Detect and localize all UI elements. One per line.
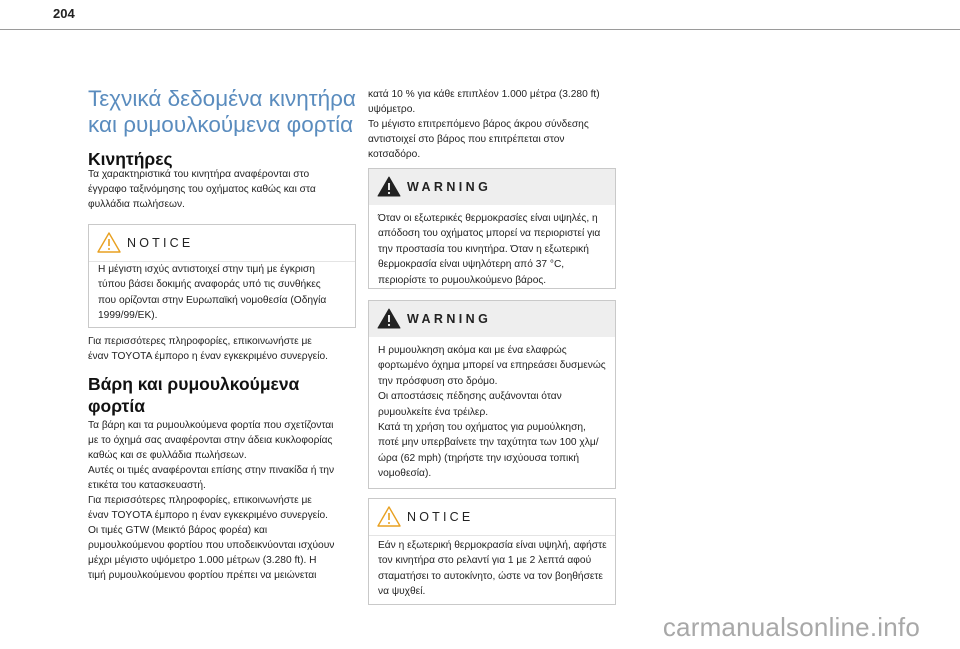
warning-box-temperature <box>368 168 616 289</box>
engines-intro: Τα χαρακτηριστικά του κινητήρα αναφέρονται στο έγγραφο ταξινόμησης του οχήματος καθώς και στα φυλλάδια πωλήσεων. <box>88 169 316 210</box>
warning-box-towing <box>368 300 616 489</box>
notice-text: Εάν η εξωτερική θερμοκρασία είναι υψηλή, αφήστε τον κινητήρα στο ρελαντί για 1 με 2 λεπτά αφού σταματήσει το αυτοκίνητο, ώστε να τον βοηθήσετε να ψυχθεί. <box>378 540 607 598</box>
notice-triangle-icon <box>377 506 401 527</box>
chapter-title: Τεχνικά δεδομένα κινητήρα και ρυμουλκούμενα φορτία <box>88 86 356 137</box>
warning-header <box>369 301 615 337</box>
engines-heading: Κινητήρες <box>88 149 173 169</box>
towing-continuation: κατά 10 % για κάθε επιπλέον 1.000 μέτρα (3.280 ft) υψόμετρο. Το μέγιστο επιτρεπόμενο βάρος άκρου σύνδεσης αντιστοιχεί στο βάρος που επιτρέπεται στον κοτσαδόρο. <box>368 89 600 160</box>
warning-label: WARNING <box>407 180 492 194</box>
engines-more-info: Για περισσότερες πληροφορίες, επικοινωνήστε με έναν TOYOTA έμπορο η έναν εγκεκριμένο συνεργείο. <box>88 336 328 362</box>
notice-box-cooling <box>368 498 616 605</box>
warning-triangle-icon <box>377 176 401 197</box>
warning-text: Όταν οι εξωτερικές θερμοκρασίες είναι υψηλές, η απόδοση του οχήματος μπορεί να περιοριστεί για την προστασία του κινητήρα. Όταν η εξωτερική θερμοκρασία είναι υψηλότερη από 37 °C, περιορίστε το ρυμουλκούμενο βάρος. <box>378 213 601 286</box>
notice-label: NOTICE <box>127 236 194 250</box>
weights-heading: Βάρη και ρυμουλκούμενα φορτία <box>88 374 300 416</box>
notice-box-engine <box>88 224 356 328</box>
notice-label: NOTICE <box>407 510 474 524</box>
weights-text: Τα βάρη και τα ρυμουλκούμενα φορτία που σχετίζονται με το όχημά σας αναφέρονται στην άδεια κυκλοφορίας καθώς και σε φυλλάδια πωλήσεων. Αυτές οι τιμές αναφέρονται επίσης στην πινακίδα ή την ετικέτα του κατασκευαστή. Για περισσότερες πληροφορίες, επικοινωνήστε με έναν TOYOTA έμπορο η έναν εγκεκριμένο συνεργείο. Οι τιμές GTW (Μεικτό βάρος φορέα) και ρυμουλκούμενου φορτίου που υποδεικνύονται ισχύουν μέχρι μέγιστο υψόμετρο 1.000 μέτρων (3.280 ft). Η τιμή ρυμουλκούμενου φορτίου πρέπει να μειώνεται <box>88 420 335 581</box>
page-number: 204 <box>53 6 75 21</box>
watermark: carmanualsonline.info <box>662 612 920 642</box>
notice-header <box>89 225 355 262</box>
top-rule <box>0 29 960 30</box>
warning-label: WARNING <box>407 312 492 326</box>
notice-header <box>369 499 615 536</box>
notice-text: Η μέγιστη ισχύς αντιστοιχεί στην τιμή με έγκριση τύπου βάσει δοκιμής αναφοράς υπό τις συνθήκες που ορίζονται στην Ευρωπαϊκή νομοθεσία (Οδηγία 1999/99/ΕΚ). <box>98 264 327 322</box>
warning-header <box>369 169 615 205</box>
warning-triangle-icon <box>377 308 401 329</box>
notice-triangle-icon <box>97 232 121 253</box>
warning-text: Η ρυμουλκηση ακόμα και με ένα ελαφρώς φορτωμένο όχημα μπορεί να επηρεάσει δυσμενώς την πρόσφυση στο δρόμο. Οι αποστάσεις πέδησης αυξάνονται όταν ρυμουλκείτε ένα τρέιλερ. Κατά τη χρήση του οχήματος για ρυμούλκηση, ποτέ μην υπερβαίνετε την ταχύτητα των 100 χλμ/ ώρα (62 mph) (τηρήστε την ισχύουσα τοπική νομοθεσία). <box>378 345 606 480</box>
